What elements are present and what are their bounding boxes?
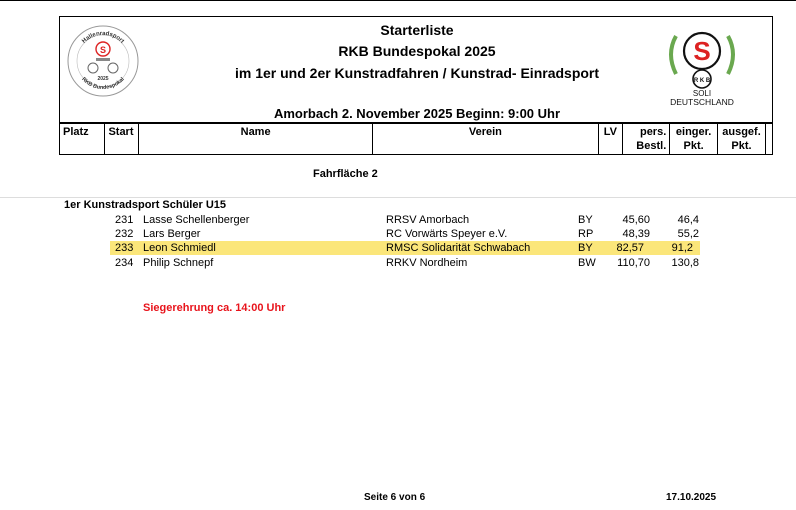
row-verein: RMSC Solidarität Schwabach [386,242,531,254]
print-date: 17.10.2025 [666,492,717,503]
col-pers [622,124,670,155]
row-start: 232 [115,228,134,240]
group-title: 1er Kunstradsport Schüler U15 [64,199,226,211]
title-line-3: im 1er und 2er Kunstradfahren / Kunstrad- Einradsport [234,65,600,81]
logo-soli-text: SOLI [692,89,712,98]
title-line-2: RKB Bundespokal 2025 [338,43,496,59]
logo-rkb-letters: R K B [693,78,711,84]
row-lv: RP [578,228,594,240]
col-name: Name [139,124,373,155]
logo-top-text: Hallenradsport [81,30,125,45]
row-pers: 82,57 [616,242,644,254]
page-number: Seite 6 von 6 [364,492,426,503]
col-einger-line1: einger. [675,126,712,138]
row-pers: 110,70 [617,257,650,269]
row-name: Leon Schmiedl [143,242,216,254]
title-line-1: Starterliste [380,22,454,38]
table-row [0,227,796,241]
row-einger: 91,2 [671,242,693,254]
col-einger-line2: Pkt. [683,140,704,152]
row-lv: BY [578,214,593,226]
row-pers: 45,60 [622,214,650,226]
col-ausgef-line1: ausgef. [722,126,761,138]
col-empty [766,124,773,155]
top-border [0,0,796,1]
col-einger [670,124,718,155]
col-ausgef-line2: Pkt. [731,140,752,152]
event-line: Amorbach 2. November 2025 Beginn: 9:00 Uhr [273,106,561,121]
section-divider [0,197,796,198]
row-pers: 48,39 [622,228,650,240]
row-name: Philip Schnepf [143,257,214,269]
row-verein: RRKV Nordheim [386,257,468,269]
row-start: 231 [115,214,134,226]
col-start: Start [105,124,139,155]
document-header [59,16,773,123]
col-pers-line2: Bestl. [636,140,667,152]
logo-bottom-text: RKB Bundespokal [80,76,126,92]
row-einger: 46,4 [677,214,699,226]
svg-text:S: S [693,36,711,66]
row-einger: 55,2 [677,228,699,240]
award-ceremony-note: Siegerehrung ca. 14:00 Uhr [143,302,286,314]
row-lv: BY [578,242,593,254]
column-header-table [59,123,773,155]
col-verein: Verein [372,124,598,155]
row-start: 234 [115,257,134,269]
soli-deutschland-logo [658,24,746,108]
row-name: Lars Berger [143,228,201,240]
logo-deutschland-text: DEUTSCHLAND [670,97,734,107]
section-title: Fahrfläche 2 [313,168,378,180]
logo-year: 2025 [97,76,109,82]
row-name: Lasse Schellenberger [143,214,250,226]
table-row-highlighted [110,241,700,255]
svg-text:S: S [99,45,107,55]
row-lv: BW [578,257,596,269]
col-platz: Platz [60,124,105,155]
row-einger: 130,8 [671,257,699,269]
col-pers-line1: pers. [639,126,667,138]
table-row [0,213,796,227]
row-verein: RC Vorwärts Speyer e.V. [386,228,508,240]
col-lv: LV [598,124,622,155]
row-verein: RRSV Amorbach [386,214,470,226]
table-row [0,256,796,270]
col-ausgef [718,124,766,155]
row-start: 233 [115,242,134,254]
